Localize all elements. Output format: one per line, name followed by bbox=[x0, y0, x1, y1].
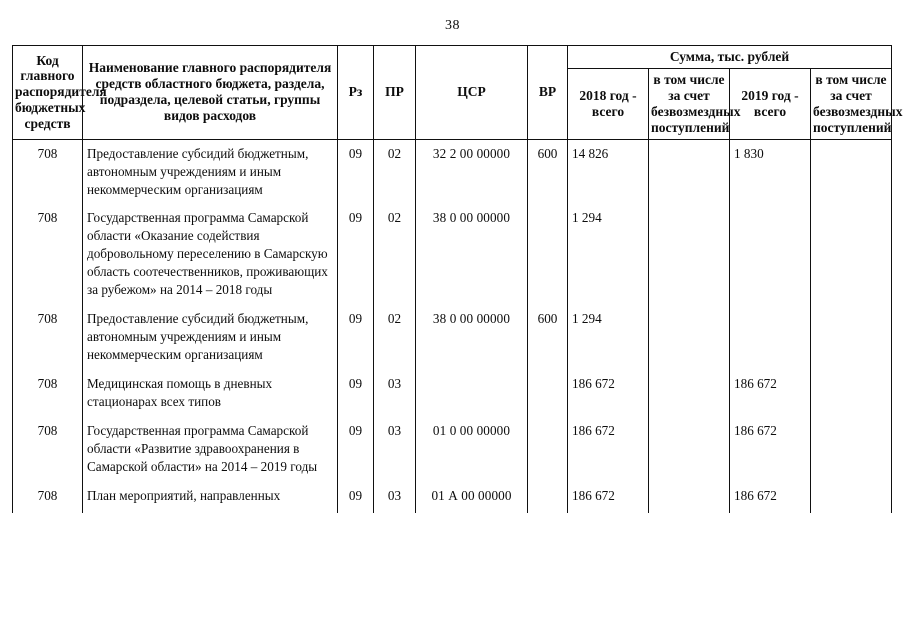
header-cell-2019-gratuitous: в том числе за счет безвозмездных поступлений bbox=[811, 68, 892, 139]
table-row bbox=[13, 419, 892, 484]
header-row-top bbox=[13, 46, 892, 69]
cell-csr: 38 0 00 00000 bbox=[416, 206, 528, 307]
cell-y2018-total: 14 826 bbox=[568, 139, 649, 206]
table-header bbox=[13, 46, 903, 140]
cell-y2019-total: 1 830 bbox=[730, 139, 811, 206]
header-cell-2018-total: 2018 год - всего bbox=[568, 68, 649, 139]
cell-y2018-total: 186 672 bbox=[568, 419, 649, 484]
table-row bbox=[13, 307, 892, 372]
cell-vr bbox=[528, 419, 568, 484]
cell-y2019-gratuitous bbox=[811, 307, 892, 372]
table-body bbox=[13, 139, 892, 513]
cell-y2019-gratuitous bbox=[811, 419, 892, 484]
cell-y2019-total: 186 672 bbox=[730, 372, 811, 419]
cell-csr: 32 2 00 00000 bbox=[416, 139, 528, 206]
cell-y2019-gratuitous bbox=[811, 372, 892, 419]
cell-pr: 02 bbox=[374, 307, 416, 372]
cell-kod: 708 bbox=[13, 139, 83, 206]
cell-name: Медицинская помощь в дневных стационарах всех типов bbox=[83, 372, 338, 419]
table-row bbox=[13, 484, 892, 513]
cell-kod: 708 bbox=[13, 419, 83, 484]
cell-y2019-total bbox=[730, 206, 811, 307]
cell-y2018-total: 1 294 bbox=[568, 206, 649, 307]
cell-rz: 09 bbox=[338, 206, 374, 307]
cell-csr: 38 0 00 00000 bbox=[416, 307, 528, 372]
header-cell-csr: ЦСР bbox=[416, 46, 528, 140]
cell-kod: 708 bbox=[13, 484, 83, 513]
cell-name: Государственная программа Самарской области «Оказание содействия добровольному переселению в Самарскую область соотечественников, проживающих за рубежом» на 2014 – 2018 годы bbox=[83, 206, 338, 307]
cell-name: Предоставление субсидий бюджетным, автономным учреждениям и иным некоммерческим организациям bbox=[83, 139, 338, 206]
cell-csr bbox=[416, 372, 528, 419]
cell-y2018-total: 186 672 bbox=[568, 372, 649, 419]
header-cell-kod: Код главного распорядителя бюджетных средств bbox=[13, 46, 83, 140]
header-cell-2019-total: 2019 год - всего bbox=[730, 68, 811, 139]
cell-pr: 02 bbox=[374, 139, 416, 206]
cell-y2018-gratuitous bbox=[649, 139, 730, 206]
header-cell-pr: ПР bbox=[374, 46, 416, 140]
cell-pr: 03 bbox=[374, 372, 416, 419]
header-cell-2018-gratuitous: в том числе за счет безвозмездных поступлений bbox=[649, 68, 730, 139]
cell-pr: 03 bbox=[374, 484, 416, 513]
cell-csr: 01 0 00 00000 bbox=[416, 419, 528, 484]
cell-name: Государственная программа Самарской области «Развитие здравоохранения в Самарской области» на 2014 – 2019 годы bbox=[83, 419, 338, 484]
cell-y2019-total: 186 672 bbox=[730, 484, 811, 513]
page-bottom-cutoff bbox=[0, 612, 905, 640]
cell-kod: 708 bbox=[13, 206, 83, 307]
cell-rz: 09 bbox=[338, 419, 374, 484]
cell-pr: 03 bbox=[374, 419, 416, 484]
cell-y2018-total: 186 672 bbox=[568, 484, 649, 513]
cell-vr: 600 bbox=[528, 307, 568, 372]
table-row bbox=[13, 139, 892, 206]
cell-vr bbox=[528, 372, 568, 419]
cell-rz: 09 bbox=[338, 307, 374, 372]
cell-csr: 01 А 00 00000 bbox=[416, 484, 528, 513]
cell-vr bbox=[528, 206, 568, 307]
cell-rz: 09 bbox=[338, 372, 374, 419]
cell-vr bbox=[528, 484, 568, 513]
cell-kod: 708 bbox=[13, 372, 83, 419]
cell-rz: 09 bbox=[338, 484, 374, 513]
cell-name: Предоставление субсидий бюджетным, автономным учреждениям и иным некоммерческим организациям bbox=[83, 307, 338, 372]
page-number: 38 bbox=[445, 18, 460, 33]
cell-y2018-total: 1 294 bbox=[568, 307, 649, 372]
cell-vr: 600 bbox=[528, 139, 568, 206]
cell-pr: 02 bbox=[374, 206, 416, 307]
header-cell-summa-group: Сумма, тыс. рублей bbox=[568, 46, 892, 69]
cell-y2019-gratuitous bbox=[811, 484, 892, 513]
cell-y2019-gratuitous bbox=[811, 139, 892, 206]
budget-table bbox=[12, 45, 903, 513]
cell-y2019-gratuitous bbox=[811, 206, 892, 307]
cell-y2018-gratuitous bbox=[649, 484, 730, 513]
header-cell-name: Наименование главного распорядителя средств областного бюджета, раздела, подраздела, целевой статьи, группы видов расходов bbox=[83, 46, 338, 140]
header-cell-vr: ВР bbox=[528, 46, 568, 140]
table-row bbox=[13, 206, 892, 307]
cell-y2018-gratuitous bbox=[649, 372, 730, 419]
cell-y2018-gratuitous bbox=[649, 206, 730, 307]
table-row bbox=[13, 372, 892, 419]
cell-rz: 09 bbox=[338, 139, 374, 206]
cell-name: План мероприятий, направленных bbox=[83, 484, 338, 513]
cell-y2018-gratuitous bbox=[649, 307, 730, 372]
cell-y2018-gratuitous bbox=[649, 419, 730, 484]
cell-y2019-total: 186 672 bbox=[730, 419, 811, 484]
cell-y2019-total bbox=[730, 307, 811, 372]
cell-kod: 708 bbox=[13, 307, 83, 372]
header-cell-rz: Рз bbox=[338, 46, 374, 140]
